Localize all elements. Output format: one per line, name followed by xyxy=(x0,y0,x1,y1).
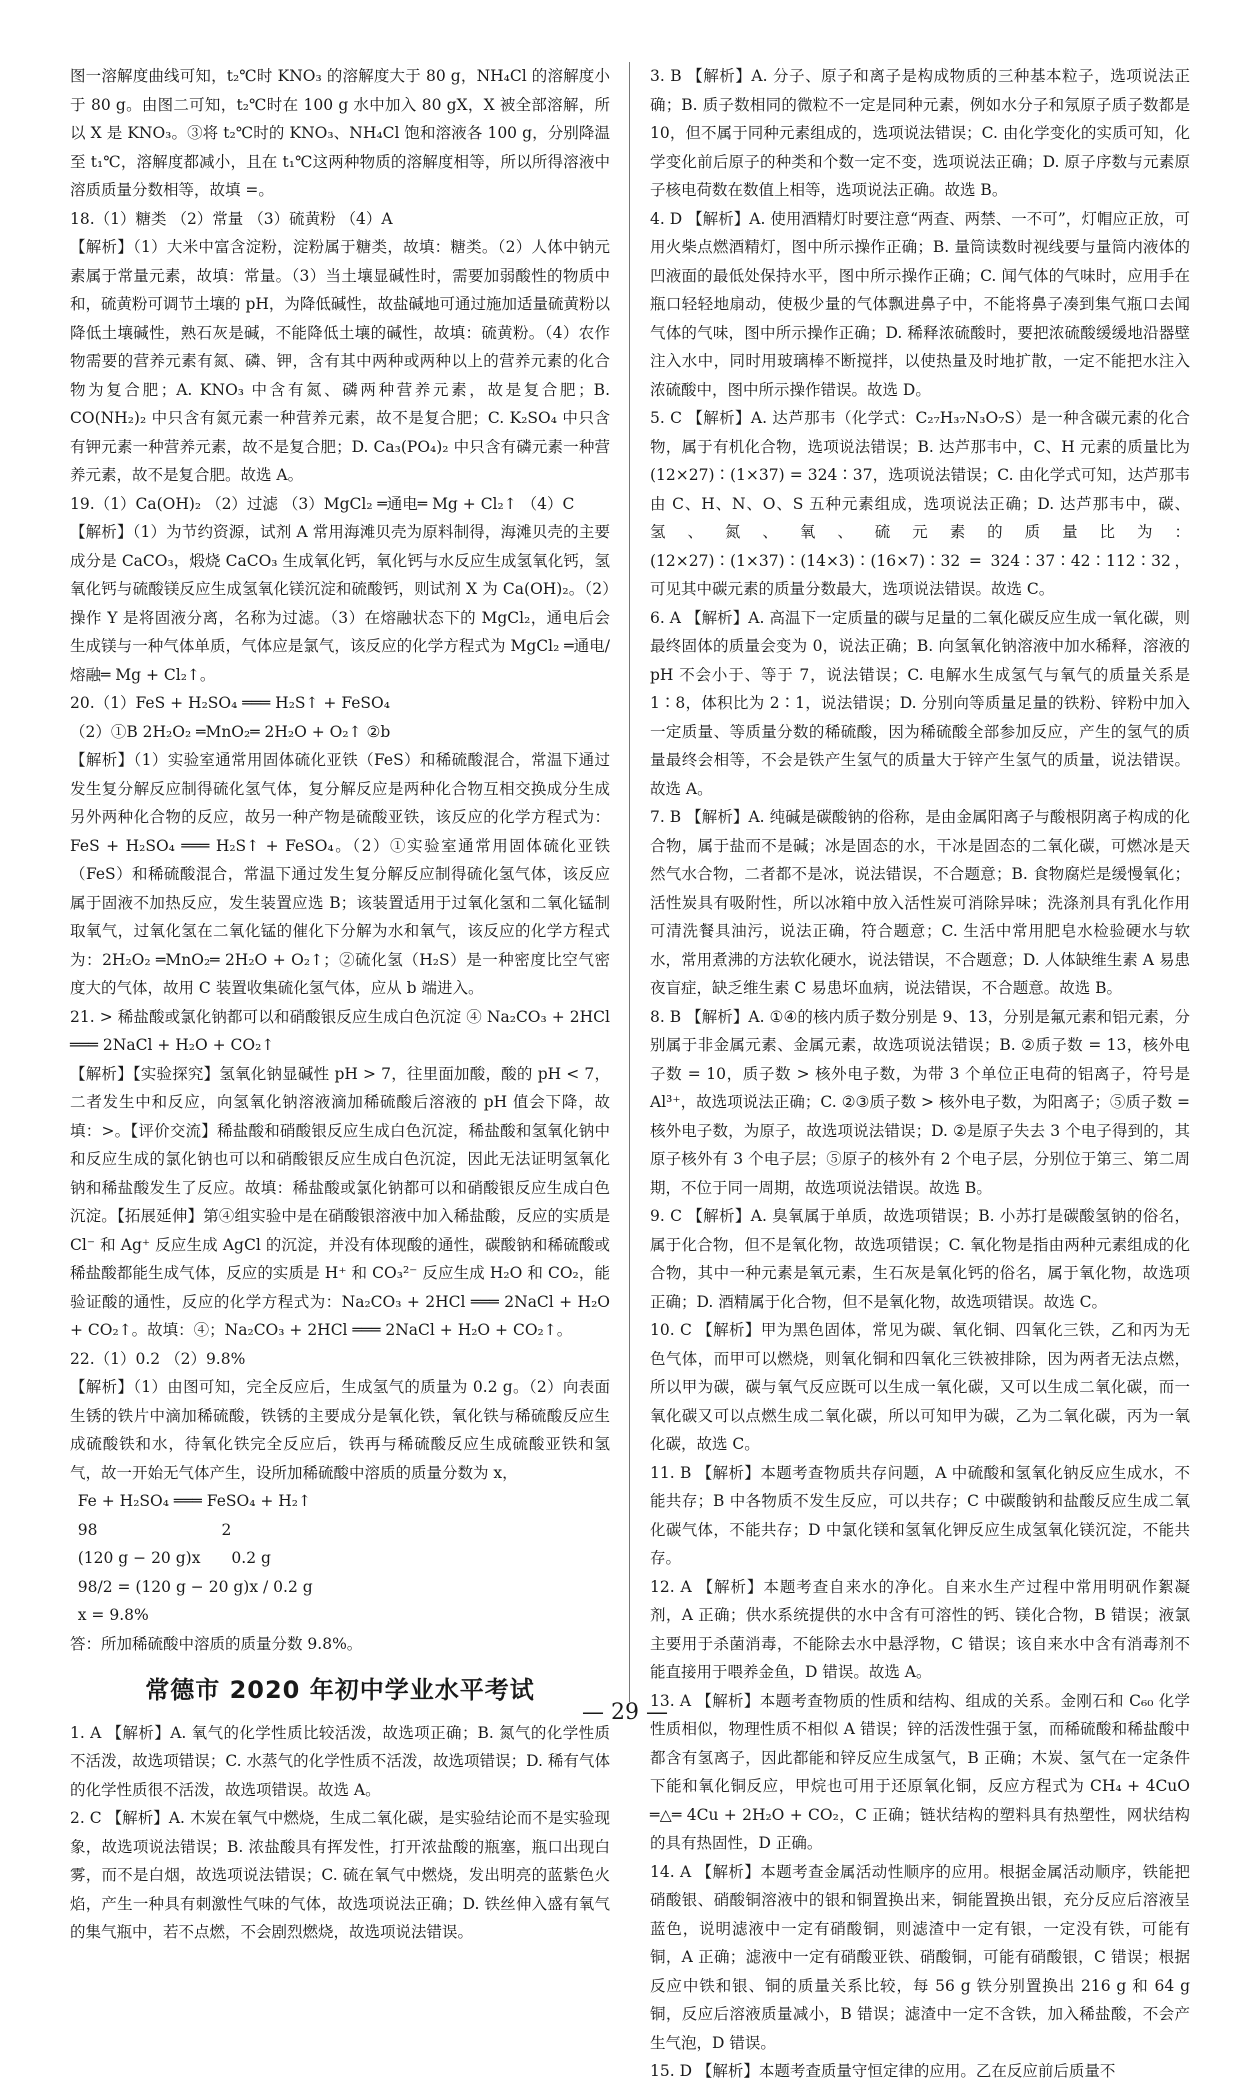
page-number: — 29 — xyxy=(582,1700,668,1725)
answer-21: 21. > 稀盐酸或氯化钠都可以和硝酸银反应生成白色沉淀 ④ Na₂CO₃ + 2HCl ═══ 2NaCl + H₂O + CO₂↑ xyxy=(70,1007,610,1054)
answer-page xyxy=(70,62,1190,2080)
answer-9: 9. C 【解析】A. 臭氧属于单质，故选项错误；B. 小苏打是碳酸氢钠的俗名，属于化合物，但不是氧化物，故选项错误；C. 氧化物是指由两种元素组成的化合物，其中一种元素是氧元素，生石灰是氧化钙的俗名，属于氧化物，故选项正确；D. 酒精属于化合物，但不是氧化物，故选项错误。故选 C。 xyxy=(650,1207,1190,1311)
analysis-20: 【解析】（1）实验室通常用固体硫化亚铁（FeS）和稀硫酸混合，常温下通过发生复分解反应制得硫化氢气体，复分解反应是两种化合物互相交换成分生成另外两种化合物的反应，故另一种产物是硫酸亚铁，该反应的化学方程式为：FeS + H₂SO₄ ═══ H₂S↑ + FeSO₄。（2）①实验室通常用固体硫化亚铁（FeS）和稀硫酸混合，常温下通过发生复分解反应制得硫化氢气体，该反应属于固液不加热反应，发生装置应选 B；该装置适用于过氧化氢和二氧化锰制取氧气，过氧化氢在二氧化锰的催化下分解为水和氧气，该反应的化学方程式为：2H₂O₂ ═MnO₂═ 2H₂O + O₂↑；②硫化氢（H₂S）是一种密度比空气密度大的气体，故用 C 装置收集硫化氢气体，应从 b 端进入。 xyxy=(70,751,610,997)
answer-12: 12. A 【解析】本题考查自来水的净化。自来水生产过程中常用明矾作絮凝剂，A 正确；供水系统提供的水中含有可溶性的钙、镁化合物，B 错误；液氯主要用于杀菌消毒，不能除去水中悬浮物，C 错误；该自来水中含有消毒剂不能直接用于喂养金鱼，D 错误。故选 A。 xyxy=(650,1577,1190,1681)
answer-conclusion: 答：所加稀硫酸中溶质的质量分数 9.8%。 xyxy=(70,1634,363,1653)
analysis-19: 【解析】（1）为节约资源，试剂 A 常用海滩贝壳为原料制得，海滩贝壳的主要成分是 CaCO₃，煅烧 CaCO₃ 生成氧化钙，氧化钙与水反应生成氢氧化钙，氢氧化钙与硫酸镁反应生成氢氧化镁沉淀和硫酸钙，则试剂 X 为 Ca(OH)₂。（2）操作 Y 是将固液分离，名称为过滤。（3）在熔融状态下的 MgCl₂，通电后会生成镁与一种气体单质，气体应是氯气，该反应的化学方程式为 MgCl₂ ═通电/熔融═ Mg + Cl₂↑。 xyxy=(70,523,610,684)
equation-line: x = 9.8% xyxy=(77,1606,149,1624)
equation-line: (120 g − 20 g)x 0.2 g xyxy=(77,1549,271,1567)
left-column xyxy=(70,62,610,1947)
answer-1: 1. A 【解析】A. 氧气的化学性质比较活泼，故选项正确；B. 氮气的化学性质不活泼，故选项错误；C. 水蒸气的化学性质不活泼，故选项错误；D. 稀有气体的化学性质很不活泼，故选项错误。故选 A。 xyxy=(70,1723,610,1799)
answer-6: 6. A 【解析】A. 高温下一定质量的碳与足量的二氧化碳反应生成一氧化碳，则最终固体的质量会变为 0，说法正确；B. 向氢氧化钠溶液中加水稀释，溶液的 pH 不会小于、等于 7，说法错误；C. 电解水生成氢气与氧气的质量关系是 1∶8，体积比为 2∶1，说法错误；D. 分别向等质量足量的铁粉、锌粉中加入一定质量、等质量分数的稀硫酸，因为稀硫酸全部参加反应，产生的氢气的质量最终会相等，不会是铁产生氢气的质量大于锌产生氢气的质量，说法错误。故选 A。 xyxy=(650,608,1190,798)
answer-14: 14. A 【解析】本题考查金属活动性顺序的应用。根据金属活动顺序，铁能把硝酸银、硝酸铜溶液中的银和铜置换出来，铜能置换出银，充分反应后溶液呈蓝色，说明滤液中一定有硝酸铜，则滤渣中一定有银，一定没有铁，可能有铜，A 正确；滤液中一定有硝酸亚铁、硝酸铜，可能有硝酸银，C 错误；根据反应中铁和银、铜的质量关系比较，每 56 g 铁分别置换出 216 g 和 64 g 铜，反应后溶液质量减小，B 错误；滤渣中一定不含铁，加入稀盐酸，不会产生气泡，D 错误。 xyxy=(650,1862,1190,2052)
text-block: 图一溶解度曲线可知，t₂℃时 KNO₃ 的溶解度大于 80 g，NH₄Cl 的溶解度小于 80 g。由图二可知，t₂℃时在 100 g 水中加入 80 gX，X 被全部溶解，所以 X 是 KNO₃。③将 t₂℃时的 KNO₃、NH₄Cl 饱和溶液各 100 g，分别降温至 t₁℃，溶解度都减小，且在 t₁℃这两种物质的溶解度相等，所以所得溶液中溶质质量分数相等，故填 =。 xyxy=(70,67,610,199)
answer-19: 19.（1）Ca(OH)₂ （2）过滤 （3）MgCl₂ ═通电═ Mg + Cl₂↑ （4）C xyxy=(70,494,575,513)
answer-20-2: （2）①B 2H₂O₂ ═MnO₂═ 2H₂O + O₂↑ ②b xyxy=(70,722,391,741)
answer-15: 15. D 【解析】本题考查质量守恒定律的应用。乙在反应前后质量不 xyxy=(650,2062,1116,2080)
answer-22: 22.（1）0.2 （2）9.8% xyxy=(70,1349,246,1368)
answer-2: 2. C 【解析】A. 木炭在氧气中燃烧，生成二氧化碳，是实验结论而不是实验现象，故选项说法错误；B. 浓盐酸具有挥发性，打开浓盐酸的瓶塞，瓶口出现白雾，而不是白烟，故选项说法错误；C. 硫在氧气中燃烧，发出明亮的蓝紫色火焰，产生一种具有刺激性气味的气体，故选项说法正确；D. 铁丝伸入盛有氧气的集气瓶中，若不点燃，不会剧烈燃烧，故选项说法错误。 xyxy=(70,1809,610,1941)
answer-3: 3. B 【解析】A. 分子、原子和离子是构成物质的三种基本粒子，选项说法正确；B. 质子数相同的微粒不一定是同种元素，例如水分子和氖原子质子数都是 10，但不属于同种元素组成的，选项说法错误；C. 由化学变化的实质可知，化学变化前后原子的种类和个数一定不变，选项说法正确；D. 原子序数与元素原子核电荷数在数值上相等，选项说法正确。故选 B。 xyxy=(650,67,1190,199)
answer-7: 7. B 【解析】A. 纯碱是碳酸钠的俗称，是由金属阳离子与酸根阴离子构成的化合物，属于盐而不是碱；冰是固态的水，干冰是固态的二氧化碳，可燃冰是天然气水合物，二者都不是冰，说法错误，不合题意；B. 食物腐烂是缓慢氧化；活性炭具有吸附性，所以冰箱中放入活性炭可消除异味；洗涤剂具有乳化作用可清洗餐具油污，说法正确，符合题意；C. 生活中常用肥皂水检验硬水与软水，常用煮沸的方法软化硬水，说法错误，不合题意；D. 人体缺维生素 A 易患夜盲症，缺乏维生素 C 易患坏血病，说法错误，不合题意。故选 B。 xyxy=(650,808,1190,997)
analysis-18: 【解析】（1）大米中富含淀粉，淀粉属于糖类，故填：糖类。（2）人体中钠元素属于常量元素，故填：常量。（3）当土壤显碱性时，需要加弱酸性的物质中和，硫黄粉可调节土壤的 pH，为降低碱性，故盐碱地可通过施加适量硫黄粉以降低土壤碱性，熟石灰是碱，不能降低土壤的碱性，故填：硫黄粉。（4）农作物需要的营养元素有氮、磷、钾，含有其中两种或两种以上的营养元素的化合物为复合肥；A. KNO₃ 中含有氮、磷两种营养元素，故是复合肥；B. CO(NH₂)₂ 中只含有氮元素一种营养元素，故不是复合肥；C. K₂SO₄ 中只含有钾元素一种营养元素，故不是复合肥；D. Ca₃(PO₄)₂ 中只含有磷元素一种营养元素，故不是复合肥。故选 A。 xyxy=(70,238,610,484)
equation-line: Fe + H₂SO₄ ═══ FeSO₄ + H₂↑ xyxy=(77,1492,311,1510)
answer-20-1: 20.（1）FeS + H₂SO₄ ═══ H₂S↑ + FeSO₄ xyxy=(70,694,390,712)
analysis-21: 【解析】【实验探究】氢氧化钠显碱性 pH > 7，往里面加酸，酸的 pH < 7，二者发生中和反应，向氢氧化钠溶液滴加稀硫酸后溶液的 pH 值会下降，故填：>。【评价交流】稀盐酸和硝酸银反应生成白色沉淀，稀盐酸和氢氧化钠中和反应生成的氯化钠也可以和硝酸银反应生成白色沉淀，因此无法证明氢氧化钠和稀盐酸发生了反应。故填：稀盐酸或氯化钠都可以和硝酸银反应生成白色沉淀。【拓展延伸】第④组实验中是在硝酸银溶液中加入稀盐酸，反应的实质是 Cl⁻ 和 Ag⁺ 反应生成 AgCl 的沉淀，并没有体现酸的通性，碳酸钠和稀硫酸或稀盐酸都能生成气体，反应的实质是 H⁺ 和 CO₃²⁻ 反应生成 H₂O 和 CO₂，能验证酸的通性，反应的化学方程式为：Na₂CO₃ + 2HCl ═══ 2NaCl + H₂O + CO₂↑。故填：④；Na₂CO₃ + 2HCl ═══ 2NaCl + H₂O + CO₂↑。 xyxy=(70,1064,610,1339)
answer-5: 5. C 【解析】A. 达芦那韦（化学式：C₂₇H₃₇N₃O₇S）是一种含碳元素的化合物，属于有机化合物，选项说法错误；B. 达芦那韦中，C、H 元素的质量比为 (12×27)∶(1×37) = 324∶37，选项说法错误；C. 由化学式可知，达芦那韦由 C、H、N、O、S 五种元素组成，选项说法正确；D. 达芦那韦中，碳、氢、氮、氧、硫元素的质量比为：(12×27)∶(1×37)∶(14×3)∶(16×7)∶32 = 324∶37∶42∶112∶32，可见其中碳元素的质量分数最大，选项说法错误。故选 C。 xyxy=(650,409,1190,598)
equation-line: 98/2 = (120 g − 20 g)x / 0.2 g xyxy=(77,1577,313,1596)
column-divider xyxy=(629,62,630,1702)
section-title: 常德市 2020 年初中学业水平考试 xyxy=(145,1676,535,1704)
answer-13: 13. A 【解析】本题考查物质的性质和结构、组成的关系。金刚石和 C₆₀ 化学性质相似，物理性质不相似 A 错误；锌的活泼性强于氢，而稀硫酸和稀盐酸中都含有氢离子，因此都能和锌反应生成氢气，B 正确；木炭、氢气在一定条件下能和氧化铜反应，甲烷也可用于还原氧化铜，反应方程式为 CH₄ + 4CuO ═△═ 4Cu + 2H₂O + CO₂，C 正确；链状结构的塑料具有热塑性，网状结构的具有热固性，D 正确。 xyxy=(650,1691,1190,1852)
right-column xyxy=(650,62,1190,2086)
answer-8: 8. B 【解析】A. ①④的核内质子数分别是 9、13，分别是氟元素和铝元素，分别属于非金属元素、金属元素，故选项说法错误；B. ②质子数 = 13，核外电子数 = 10，质子数 > 核外电子数，为带 3 个单位正电荷的铝离子，符号是 Al³⁺，故选项说法正确；C. ②③质子数 > 核外电子数，为阳离子；⑤质子数 = 核外电子数，为原子，故选项说法错误；D. ②是原子失去 3 个电子得到的，其原子核外有 3 个电子层；⑤原子的核外有 2 个电子层，分别位于第三、第二周期，不位于同一周期，故选项说法错误。故选 B。 xyxy=(650,1007,1190,1197)
answer-4: 4. D 【解析】A. 使用酒精灯时要注意“两查、两禁、一不可”，灯帽应正放，可用火柴点燃酒精灯，图中所示操作正确；B. 量筒读数时视线要与量筒内液体的凹液面的最低处保持水平，图中所示操作正确；C. 闻气体的气味时，应用手在瓶口轻轻地扇动，使极少量的气体飘进鼻子中，不能将鼻子凑到集气瓶口去闻气体的气味，图中所示操作正确；D. 稀释浓硫酸时，要把浓硫酸缓缓地沿器壁注入水中，同时用玻璃棒不断搅拌，以使热量及时地扩散，一定不能把水注入浓硫酸中，图中所示操作错误。故选 D。 xyxy=(650,209,1190,399)
answer-18: 18.（1）糖类 （2）常量 （3）硫黄粉 （4）A xyxy=(70,209,393,228)
equation-line: 98 2 xyxy=(77,1520,232,1539)
answer-10: 10. C 【解析】甲为黑色固体，常见为碳、氧化铜、四氧化三铁，乙和丙为无色气体，而甲可以燃烧，则氧化铜和四氧化三铁被排除，因为两者无法点燃，所以甲为碳，碳与氧气反应既可以生成一氧化碳，又可以生成二氧化碳，而一氧化碳又可以点燃生成二氧化碳，所以可知甲为碳，乙为二氧化碳，丙为一氧化碳，故选 C。 xyxy=(650,1321,1190,1453)
analysis-22: 【解析】（1）由图可知，完全反应后，生成氢气的质量为 0.2 g。（2）向表面生锈的铁片中滴加稀硫酸，铁锈的主要成分是氧化铁，氧化铁与稀硫酸反应生成硫酸铁和水，待氧化铁完全反应后，铁再与稀硫酸反应生成硫酸亚铁和氢气，故一开始无气体产生，设所加稀硫酸中溶质的质量分数为 x， xyxy=(70,1378,610,1482)
answer-11: 11. B 【解析】本题考查物质共存问题，A 中硫酸和氢氧化钠反应生成水，不能共存；B 中各物质不发生反应，可以共存；C 中碳酸钠和盐酸反应生成二氧化碳气体，不能共存；D 中氯化镁和氢氧化钾反应生成氢氧化镁沉淀，不能共存。 xyxy=(650,1463,1190,1567)
